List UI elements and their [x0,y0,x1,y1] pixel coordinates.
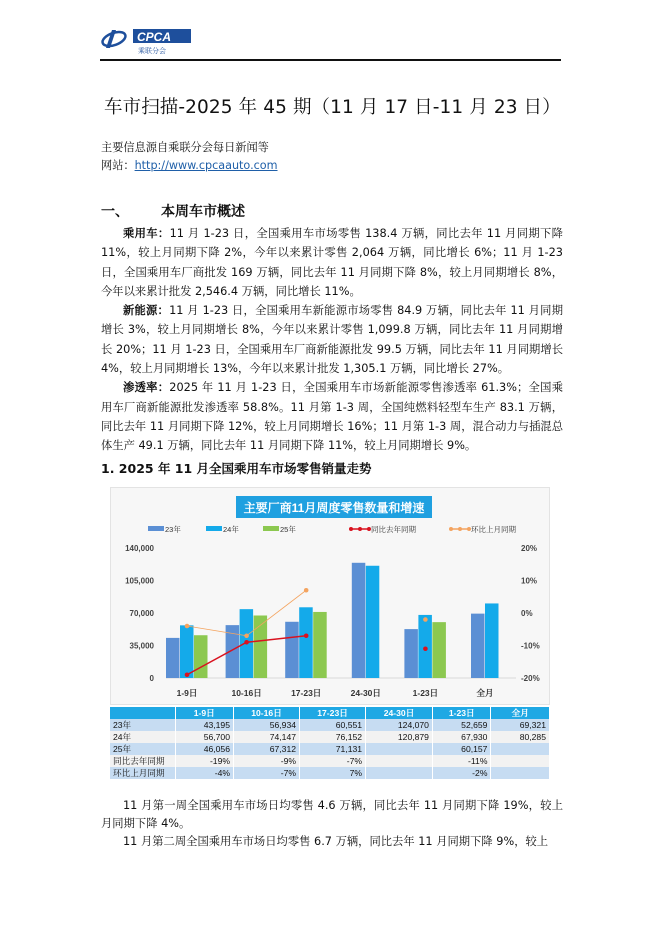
y-tick-label: 105,000 [125,576,154,586]
x-tick-label: 17-23日 [291,688,322,698]
website-label: 网站： [101,159,135,172]
x-tick-label: 10-16日 [231,688,262,698]
paragraph-nev [101,301,563,378]
point-同比去年同期 [304,633,309,638]
table-header: 24-30日 [366,707,433,719]
bar-24年 [485,603,499,678]
bar-23年 [285,622,299,678]
bar-23年 [471,614,485,678]
table-cell [491,767,550,779]
point-同比去年同期 [244,640,249,645]
table-cell: 25年 [110,743,175,755]
legend-label: 25年 [280,525,296,534]
legend-marker [349,527,353,531]
table-cell [491,755,550,767]
paragraph-label: 渗透率： [123,381,170,395]
table-cell [366,755,433,767]
table-cell: 74,147 [234,731,300,743]
table-cell: 56,700 [175,731,234,743]
table-header: 全月 [491,707,550,719]
table-cell [366,767,433,779]
bar-25年 [194,635,208,678]
point-同比去年同期 [185,672,190,677]
legend-label: 23年 [165,525,181,534]
website-link[interactable]: http://www.cpcaauto.com [134,159,278,172]
paragraph-text: 2025 年 11 月 1-23 日，全国乘用车市场新能源零售渗透率 61.3%；全国乘用车厂商新能源批发渗透率 58.8%。11 月第 1-3 周，全国纯燃料轻型车生产 83.1 万辆，同比去年 11 月同期下降 12%，较上月同期增长 16%；11 月第 1-3 周，混合动力与插混总体生产 49.1 万辆，同比去年 11 月同期下降 11%，较上月同期增长 9%。 [101,381,563,453]
y-tick-label: 70,000 [129,609,154,618]
table-row [110,719,550,731]
table-cell: 43,195 [175,719,234,731]
table-cell: 46,056 [175,743,234,755]
table-cell: 69,321 [491,719,550,731]
bar-24年 [418,615,432,678]
legend-swatch [206,526,222,531]
svg-text:CPCA: CPCA [137,30,172,44]
header-rule [100,59,561,61]
table-cell: 23年 [110,719,175,731]
week2-paragraph: 11 月第二周全国乘用车市场日均零售 6.7 万辆，同比去年 11 月同期下降 9%，较上 [123,835,549,848]
paragraph-label: 新能源： [123,304,170,318]
page-title: 车市扫描-2025 年 45 期（11 月 17 日-11 月 23 日） [104,97,561,118]
overview-text [101,224,563,456]
cpca-logo [100,26,195,54]
svg-text:乘联分会: 乘联分会 [138,47,166,54]
table-header: 1-9日 [175,707,234,719]
table-cell: 67,312 [234,743,300,755]
paragraph-label: 乘用车： [123,227,170,240]
point-环比上月同期 [244,633,249,638]
x-tick-label: 1-23日 [412,688,439,698]
weekly-text [101,797,563,851]
table-cell: 60,157 [432,743,491,755]
paragraph-text: 11 月 1-23 日，全国乘用车市场零售 138.4 万辆，同比去年 11 月同期下降 11%，较上月同期下降 2%，今年以来累计零售 2,064 万辆，同比增长 6%；11 月 1-23 日，全国乘用车厂商批发 169 万辆，同比去年 11 月同期下降 8%，较上月同期增长 8%，今年以来累计批发 2,546.4 万辆，同比增长 11%。 [101,227,563,298]
table-cell: 同比去年同期 [110,755,175,767]
legend-swatch [148,526,164,531]
x-tick-label: 24-30日 [350,688,381,698]
y-tick-label: 35,000 [129,641,154,651]
table-cell: 52,659 [432,719,491,731]
website-line [101,157,278,173]
section-number: 一、 [101,204,129,220]
table-header: 1-23日 [432,707,491,719]
table-row [110,743,550,755]
weekly-retail-table [110,707,550,779]
table-cell: 124,070 [366,719,433,731]
paragraph-passenger [101,224,563,301]
x-tick-label: 全月 [476,688,494,698]
legend-label: 同比去年同期 [371,525,416,534]
table-cell: 80,285 [491,731,550,743]
point-环比上月同期 [423,617,428,622]
table-cell: -19% [175,755,234,767]
y2-tick-label: 10% [521,576,538,586]
bar-23年 [352,563,366,678]
table-row [110,731,550,743]
table-cell [366,743,433,755]
table-row [110,767,550,779]
bar-25年 [313,612,327,678]
table-cell: -2% [432,767,491,779]
point-同比去年同期 [423,646,428,651]
chart-heading: 1. 2025 年 11 月全国乘用车市场零售销量走势 [101,461,372,476]
bar-23年 [404,629,418,678]
paragraph-text: 11 月 1-23 日，全国乘用车新能源市场零售 84.9 万辆，同比去年 11 月同期增长 3%，较上月同期增长 8%，今年以来累计零售 1,099.8 万辆，同比去年 11 月同期增长 20%；11 月 1-23 日，全国乘用车厂商新能源批发 99.5 万辆，同比去年 11 月同期增长 4%，较上月同期增长 13%，今年以来累计批发 1,305.1 万辆，同比增长 27%。 [101,304,563,376]
table-cell: 60,551 [300,719,366,731]
section-heading [101,201,245,221]
table-cell: -4% [175,767,234,779]
legend-marker [458,527,462,531]
legend-label: 24年 [223,525,239,534]
legend-label: 环比上月同期 [471,525,516,534]
x-tick-label: 1-9日 [176,688,198,698]
table-cell: -7% [300,755,366,767]
bar-24年 [180,625,194,678]
legend-marker [449,527,453,531]
y2-tick-label: -20% [521,674,540,683]
y2-tick-label: -10% [521,641,540,651]
table-cell: 76,152 [300,731,366,743]
table-cell: 56,934 [234,719,300,731]
table-row [110,755,550,767]
bar-24年 [299,607,313,678]
chart-title: 主要厂商11月周度零售数量和增速 [243,501,425,515]
table-cell [491,743,550,755]
legend-marker [358,527,362,531]
y-tick-label: 0 [149,674,154,683]
y-tick-label: 140,000 [125,544,154,553]
table-header [110,707,175,719]
paragraph-penetration [101,378,563,455]
weekly-retail-chart [110,487,550,705]
point-环比上月同期 [185,624,190,629]
table-header: 10-16日 [234,707,300,719]
table-cell: 7% [300,767,366,779]
bar-24年 [366,566,380,678]
table-cell: -11% [432,755,491,767]
y2-tick-label: 0% [521,609,533,618]
table-cell: 环比上月同期 [110,767,175,779]
bar-25年 [432,622,446,678]
section-title: 本周车市概述 [161,204,245,220]
table-cell: -9% [234,755,300,767]
table-cell: 71,131 [300,743,366,755]
table-cell: 120,879 [366,731,433,743]
y2-tick-label: 20% [521,544,538,553]
table-cell: 67,930 [432,731,491,743]
table-header: 17-23日 [300,707,366,719]
bar-23年 [166,638,180,678]
legend-swatch [263,526,279,531]
source-note: 主要信息源自乘联分会每日新闻等 [101,141,269,154]
table-cell: 24年 [110,731,175,743]
point-环比上月同期 [304,588,309,593]
table-cell: -7% [234,767,300,779]
week1-paragraph: 11 月第一周全国乘用车市场日均零售 4.6 万辆，同比去年 11 月同期下降 19%，较上月同期下降 4%。 [101,799,563,830]
